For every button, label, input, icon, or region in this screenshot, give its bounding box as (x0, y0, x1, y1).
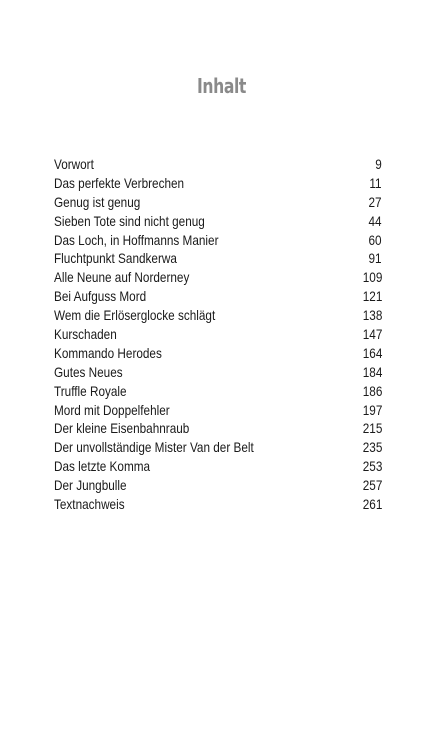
toc-entry-page: 11 (369, 174, 382, 191)
toc-entry-title: Bei Aufguss Mord (54, 288, 147, 305)
toc-entry-page: 261 (362, 496, 382, 513)
toc-entry (54, 382, 382, 401)
toc-entry (54, 268, 382, 287)
toc-entry-title: Gutes Neues (54, 363, 123, 380)
toc-entry (54, 249, 382, 268)
toc-entry-title: Der Jungbulle (54, 477, 127, 494)
toc-entry-title: Wem die Erlöserglocke schlägt (54, 307, 216, 324)
toc-entry-title: Das perfekte Verbrechen (54, 174, 185, 191)
toc-entry-title: Das Loch, in Hoffmanns Manier (54, 231, 219, 248)
toc-entry-page: 186 (362, 382, 382, 399)
toc-entry (54, 457, 382, 476)
toc-entry-page: 235 (362, 439, 382, 456)
toc-entry-title: Textnachweis (54, 496, 125, 513)
toc-entry (54, 344, 382, 363)
toc-entry (54, 419, 382, 438)
toc-entry-title: Sieben Tote sind nicht genug (54, 212, 205, 229)
toc-entry-page: 215 (362, 420, 382, 437)
toc-entry (54, 306, 382, 325)
toc-entry (54, 231, 382, 250)
toc-entry (54, 325, 382, 344)
toc-entry-page: 184 (362, 363, 382, 380)
toc-entry-title: Kurschaden (54, 326, 117, 343)
toc-entry-page: 257 (362, 477, 382, 494)
toc-entry (54, 287, 382, 306)
toc-entry-page: 121 (362, 288, 382, 305)
toc-entry (54, 155, 382, 174)
toc-entry (54, 363, 382, 382)
toc-entry-title: Der kleine Eisenbahnraub (54, 420, 190, 437)
toc-entry (54, 212, 382, 231)
toc-entry-title: Alle Neune auf Norderney (54, 269, 190, 286)
toc-entry (54, 401, 382, 420)
toc-list (54, 155, 382, 514)
toc-entry-title: Das letzte Komma (54, 458, 151, 475)
toc-entry-page: 138 (362, 307, 382, 324)
toc-entry-title: Der unvollständige Mister Van der Belt (54, 439, 254, 456)
toc-entry-page: 109 (362, 269, 382, 286)
toc-entry (54, 476, 382, 495)
toc-title: Inhalt (196, 74, 247, 98)
toc-entry-title: Kommando Herodes (54, 344, 162, 361)
toc-entry-title: Vorwort (54, 156, 94, 172)
toc-entry-page: 44 (368, 212, 382, 229)
toc-entry (54, 495, 382, 514)
toc-entry-title: Fluchtpunkt Sandkerwa (54, 250, 177, 267)
toc-entry (54, 438, 382, 457)
toc-entry-page: 197 (362, 401, 382, 418)
toc-entry (54, 174, 382, 193)
toc-entry-page: 164 (362, 344, 382, 361)
toc-entry-page: 27 (368, 193, 382, 210)
toc-entry-page: 9 (375, 156, 382, 172)
toc-entry (54, 193, 382, 212)
toc-entry-title: Truffle Royale (54, 382, 127, 399)
toc-entry-title: Genug ist genug (54, 193, 141, 210)
toc-entry-page: 147 (362, 326, 382, 343)
toc-entry-page: 253 (362, 458, 382, 475)
toc-entry-page: 60 (368, 231, 382, 248)
toc-entry-page: 91 (368, 250, 382, 267)
toc-entry-title: Mord mit Doppelfehler (54, 401, 170, 418)
